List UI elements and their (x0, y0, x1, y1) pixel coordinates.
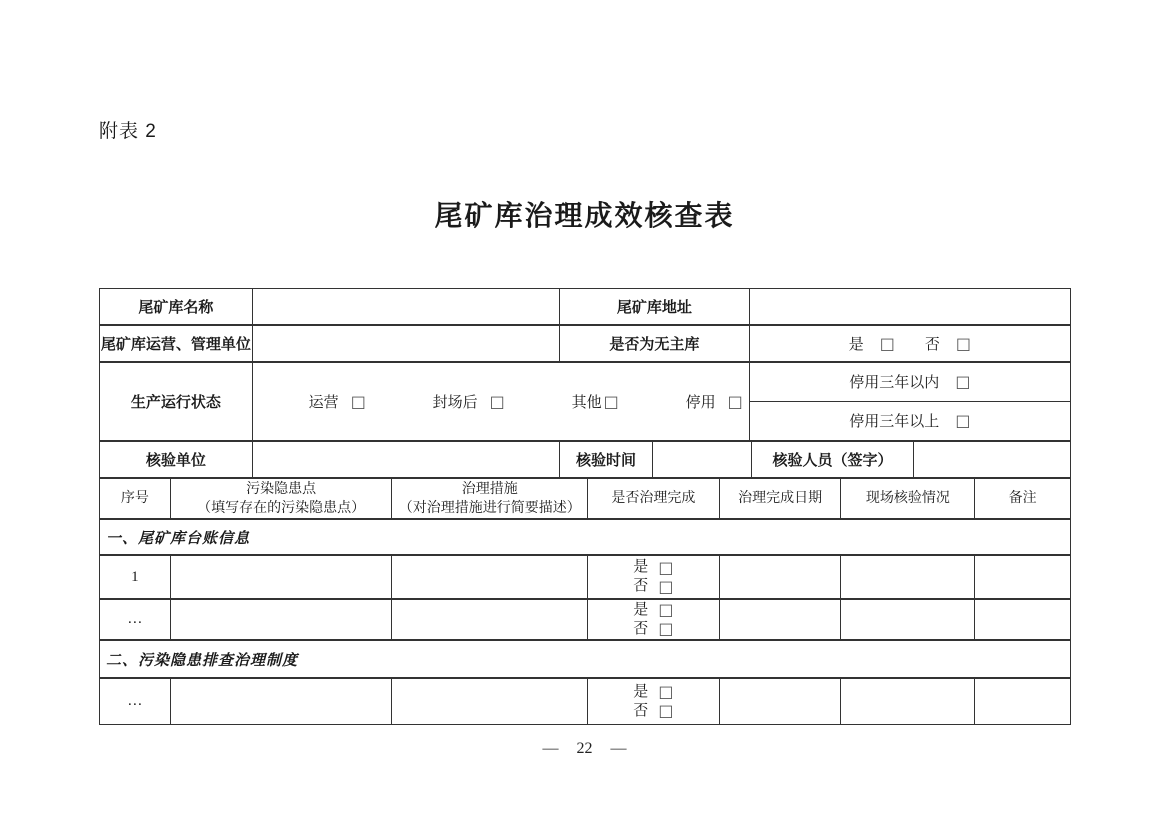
page-number: — 22 — (542, 740, 627, 757)
remarks-input[interactable] (975, 556, 1070, 598)
completed-cell (588, 679, 720, 724)
remarks-input[interactable] (975, 679, 1070, 724)
status-operating-checkbox[interactable]: □ (350, 391, 366, 411)
disused-duration-cell (750, 363, 1070, 440)
col-header-hazard-line2: （填写存在的污染隐患点） (197, 500, 366, 516)
completed-no-label: 否 (633, 702, 649, 719)
completed-no-checkbox[interactable]: □ (658, 619, 674, 638)
measure-input[interactable] (392, 600, 588, 639)
col-header-remarks: 备注 (1008, 491, 1037, 506)
annex-label: 附表 2 (99, 121, 157, 142)
ownerless-yes-checkbox[interactable]: □ (879, 333, 895, 353)
row-name-address (100, 289, 1070, 326)
col-header-hazard-line1: 污染隐患点 (246, 481, 317, 497)
completed-yes-checkbox[interactable]: □ (658, 682, 674, 701)
verify-person-label: 核验人员（签字） (752, 442, 915, 477)
checklist-row (100, 679, 1070, 724)
row-number: 1 (100, 556, 171, 598)
col-header-no: 序号 (100, 479, 171, 518)
completed-yes-checkbox[interactable]: □ (658, 600, 674, 619)
disused-within-3y-label: 停用三年以内 (849, 375, 940, 392)
verify-person-input[interactable] (914, 442, 1070, 477)
status-options (253, 363, 750, 440)
complete-date-input[interactable] (720, 679, 842, 724)
verify-time-label: 核验时间 (560, 442, 653, 477)
col-header-site-check: 现场核验情况 (841, 479, 975, 518)
ownerless-options (750, 326, 1070, 361)
completed-no-checkbox[interactable]: □ (658, 576, 674, 596)
col-header-measure-line2: （对治理措施进行简要描述） (398, 500, 581, 516)
ownerless-label: 是否为无主库 (560, 326, 750, 361)
hazard-input[interactable] (171, 679, 393, 724)
complete-date-input[interactable] (720, 556, 842, 598)
hazard-input[interactable] (171, 600, 393, 639)
checklist-row (100, 556, 1070, 600)
col-header-completed: 是否治理完成 (588, 479, 720, 518)
disused-over-3y-option (750, 402, 1070, 441)
section-2-title: 二、污染隐患排查治理制度 (106, 651, 299, 669)
section-1-row (100, 520, 1070, 556)
status-disused-label: 停用 (685, 395, 716, 411)
hazard-input[interactable] (171, 556, 393, 598)
col-header-measure-line1: 治理措施 (461, 481, 518, 497)
site-check-input[interactable] (841, 600, 975, 639)
site-check-input[interactable] (841, 679, 975, 724)
tailings-name-input[interactable] (253, 289, 560, 324)
col-header-complete-date: 治理完成日期 (720, 479, 842, 518)
completed-cell (588, 600, 720, 639)
completed-cell (588, 556, 720, 598)
status-operating-label: 运营 (308, 395, 339, 411)
status-other-label: 其他 (571, 395, 602, 411)
verify-time-input[interactable] (653, 442, 752, 477)
disused-over-3y-label: 停用三年以上 (849, 414, 940, 431)
measure-input[interactable] (392, 679, 588, 724)
disused-within-3y-checkbox[interactable]: □ (955, 371, 971, 391)
checklist-header-row (100, 479, 1070, 520)
ownerless-yes-label: 是 (848, 337, 864, 353)
section-1-title: 一、尾矿库台账信息 (106, 529, 251, 547)
ownerless-no-checkbox[interactable]: □ (955, 333, 971, 353)
measure-input[interactable] (392, 556, 588, 598)
row-operator-ownerless (100, 326, 1070, 363)
status-other-checkbox[interactable]: □ (603, 391, 619, 411)
verify-unit-input[interactable] (253, 442, 560, 477)
site-check-input[interactable] (841, 556, 975, 598)
complete-date-input[interactable] (720, 600, 842, 639)
completed-yes-label: 是 (633, 601, 649, 618)
completed-no-label: 否 (633, 578, 649, 594)
page-title: 尾矿库治理成效核查表 (434, 200, 735, 231)
completed-yes-checkbox[interactable]: □ (658, 557, 674, 577)
verification-form-table (99, 288, 1071, 725)
completed-no-checkbox[interactable]: □ (658, 701, 674, 720)
completed-no-label: 否 (633, 620, 649, 637)
operator-input[interactable] (253, 326, 560, 361)
completed-yes-label: 是 (633, 683, 649, 700)
status-closed-checkbox[interactable]: □ (489, 391, 505, 411)
row-number: … (100, 600, 171, 639)
section-2-row (100, 641, 1070, 679)
tailings-address-input[interactable] (750, 289, 1070, 324)
status-closed-label: 封场后 (432, 395, 478, 411)
row-number: … (100, 679, 171, 724)
status-label: 生产运行状态 (100, 363, 253, 440)
operator-label: 尾矿库运营、管理单位 (100, 326, 253, 361)
completed-yes-label: 是 (633, 559, 649, 575)
col-header-measure (392, 479, 588, 518)
tailings-address-label: 尾矿库地址 (560, 289, 750, 324)
disused-within-3y-option (750, 363, 1070, 402)
status-disused-checkbox[interactable]: □ (727, 391, 743, 411)
row-verification (100, 442, 1070, 479)
checklist-row (100, 600, 1070, 641)
remarks-input[interactable] (975, 600, 1070, 639)
verify-unit-label: 核验单位 (100, 442, 253, 477)
ownerless-no-label: 否 (924, 337, 940, 353)
tailings-name-label: 尾矿库名称 (100, 289, 253, 324)
col-header-hazard (171, 479, 393, 518)
row-production-status (100, 363, 1070, 442)
disused-over-3y-checkbox[interactable]: □ (955, 410, 971, 430)
